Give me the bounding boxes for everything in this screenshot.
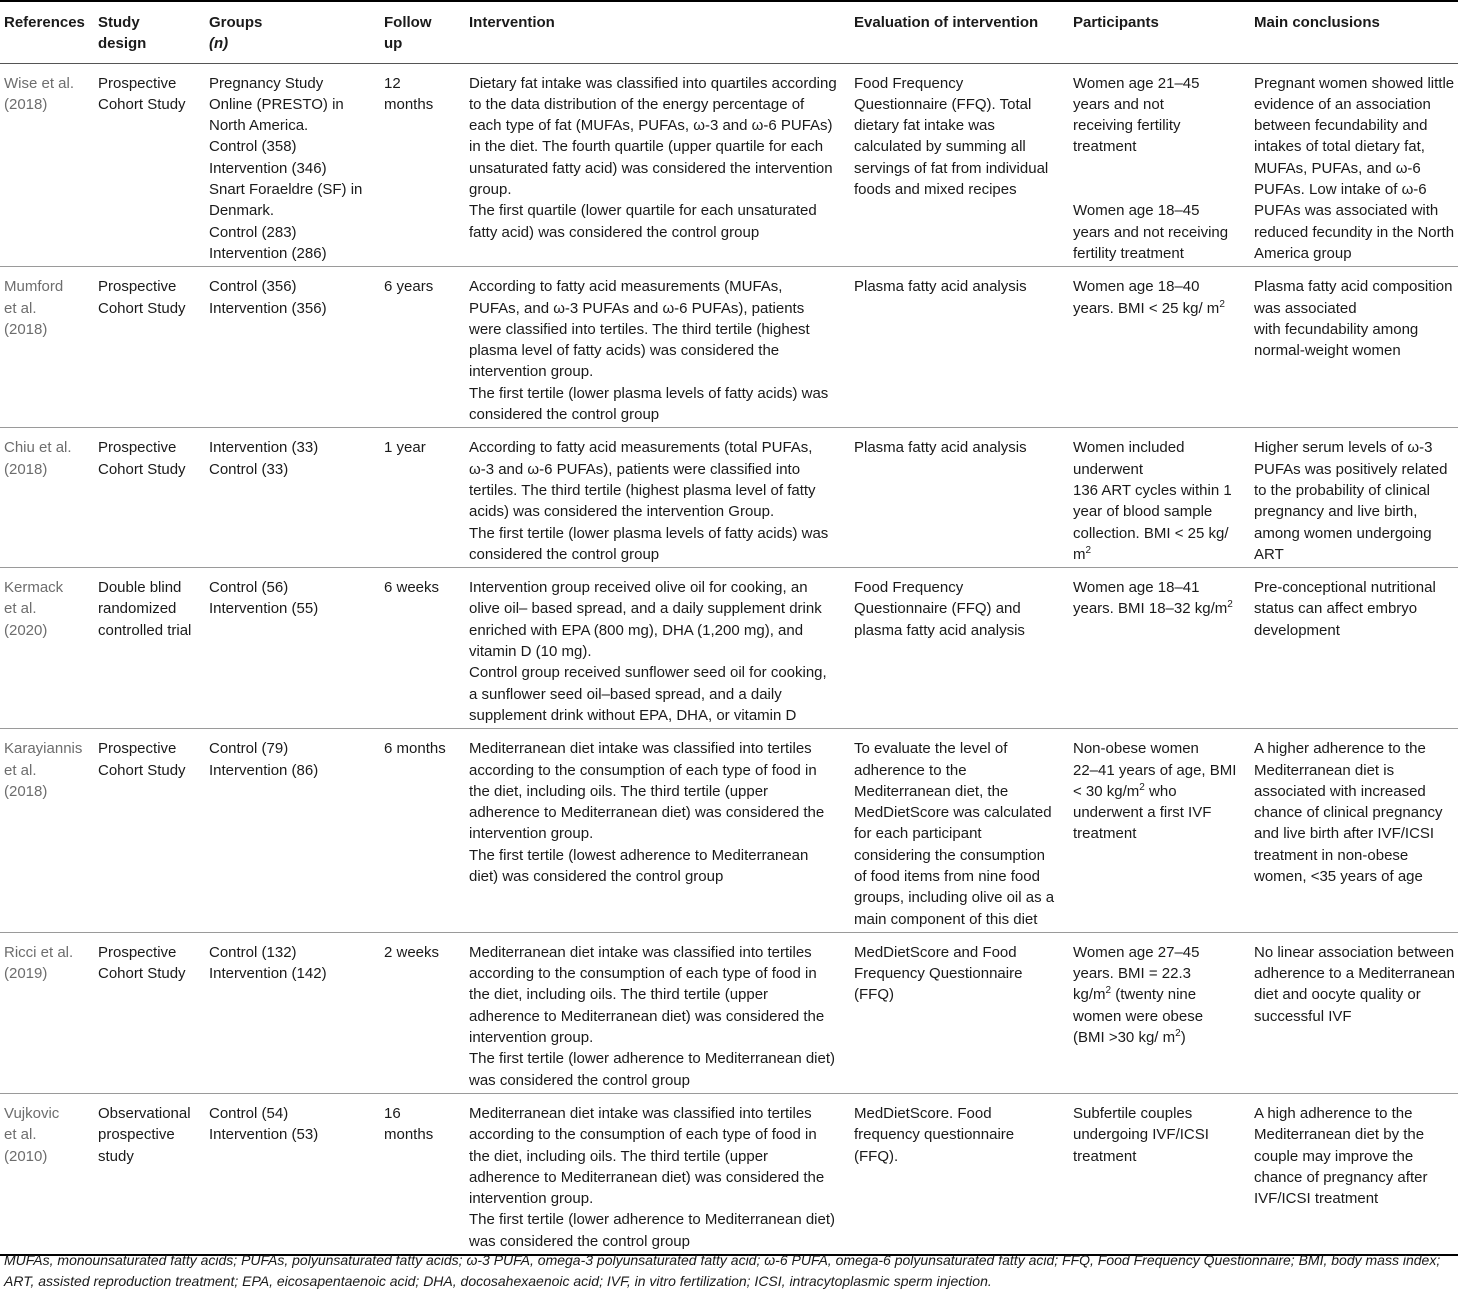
groups-cell: Control (356) Intervention (356) <box>209 267 384 428</box>
follow-up-cell: 1 year <box>384 428 469 568</box>
reference-cell: Kermack et al. (2020) <box>0 568 98 729</box>
participants-cell: Women included underwent 136 ART cycles within 1 year of blood sample collection. BMI < 25 kg/ $m^2$ <box>1073 428 1254 568</box>
conclusion-cell: No linear association between adherence to a Mediterranean diet and oocyte quality or successful IVF <box>1254 932 1458 1093</box>
conclusion-cell: Pregnant women showed little evidence of an association between fecundability and intakes of total dietary fat, MUFAs, PUFAs, and ω-6 PUFAs. Low intake of ω-6 PUFAs was associated with reduced fecundity in the North America group <box>1254 63 1458 267</box>
conclusion-cell: Higher serum levels of ω-3 PUFAs was positively related to the probability of clinical pregnancy and live birth, among women undergoing ART <box>1254 428 1458 568</box>
col-header-conclusions: Main conclusions <box>1254 1 1458 63</box>
study-design-cell: Prospective Cohort Study <box>98 428 209 568</box>
intervention-cell: According to fatty acid measurements (MUFAs, PUFAs, and ω-3 PUFAs and ω-6 PUFAs), patients were classified into tertiles. The third tertile (highest plasma level of fatty acids) was considered the intervention group. The first tertile (lower plasma levels of fatty acids) was considered the control group <box>469 267 854 428</box>
col-header-study-design: Study design <box>98 1 209 63</box>
intervention-cell: Mediterranean diet intake was classified into tertiles according to the consumption of each type of food in the diet, including oils. The third tertile (upper adherence to Mediterranean diet) was considered the intervention group. The first tertile (lowest adherence to Mediterranean diet) was considered the control group <box>469 729 854 933</box>
header-row <box>0 1 1458 63</box>
follow-up-cell: 12 months <box>384 63 469 267</box>
col-header-follow-up: Follow up <box>384 1 469 63</box>
groups-cell: Intervention (33) Control (33) <box>209 428 384 568</box>
study-design-cell: Prospective Cohort Study <box>98 932 209 1093</box>
table-row <box>0 729 1458 933</box>
table-row <box>0 63 1458 267</box>
groups-cell: Pregnancy Study Online (PRESTO) in North America. Control (358) Intervention (346) Snart Foraeldre (SF) in Denmark. Control (283) Intervention (286) <box>209 63 384 267</box>
participants-cell: Women age 18–41 years. BMI 18–32 $kg/m^2$ <box>1073 568 1254 729</box>
groups-cell: Control (132) Intervention (142) <box>209 932 384 1093</box>
table-row <box>0 1093 1458 1255</box>
conclusion-cell: A higher adherence to the Mediterranean diet is associated with increased chance of clinical pregnancy and live birth after IVF/ICSI treatment in non-obese women, <35 years of age <box>1254 729 1458 933</box>
follow-up-cell: 6 weeks <box>384 568 469 729</box>
groups-cell: Control (79) Intervention (86) <box>209 729 384 933</box>
table-row <box>0 932 1458 1093</box>
reference-cell: Mumford et al. (2018) <box>0 267 98 428</box>
reference-cell: Vujkovic et al. (2010) <box>0 1093 98 1255</box>
evaluation-cell: Plasma fatty acid analysis <box>854 428 1073 568</box>
study-design-cell: Observational prospective study <box>98 1093 209 1255</box>
intervention-cell: According to fatty acid measurements (total PUFAs, ω-3 and ω-6 PUFAs), patients were classified into tertiles. The third tertile (highest plasma level of fatty acids) was considered the intervention Group. The first tertile (lower plasma levels of fatty acids) was considered the control group <box>469 428 854 568</box>
intervention-cell: Dietary fat intake was classified into quartiles according to the data distribution of the energy percentage of each type of fat (MUFAs, PUFAs, ω-3 and ω-6 PUFAs) in the diet. The fourth quartile (upper quartile for each unsaturated fatty acid) was considered the intervention group. The first quartile (lower quartile for each unsaturated fatty acid) was considered the control group <box>469 63 854 267</box>
intervention-cell: Mediterranean diet intake was classified into tertiles according to the consumption of each type of food in the diet, including oils. The third tertile (upper adherence to Mediterranean diet) was considered the intervention group. The first tertile (lower adherence to Mediterranean diet) was considered the control group <box>469 932 854 1093</box>
col-header-intervention: Intervention <box>469 1 854 63</box>
follow-up-cell: 6 years <box>384 267 469 428</box>
table-row <box>0 568 1458 729</box>
follow-up-cell: 16 months <box>384 1093 469 1255</box>
table-footnote: MUFAs, monounsaturated fatty acids; PUFAs, polyunsaturated fatty acids; ω-3 PUFA, omega-3 polyunsaturated fatty acid; ω-6 PUFA, omega-6 polyunsaturated fatty acid; FFQ, Food Frequency Questionnaire; BMI, body mass index; ART, assisted reproduction treatment; EPA, eicosapentaenoic acid; DHA, docosahexaenoic acid; IVF, in vitro fertilization; ICSI, intracytoplasmic sperm injection. <box>4 1252 1441 1289</box>
study-design-cell: Prospective Cohort Study <box>98 63 209 267</box>
evaluation-cell: Food Frequency Questionnaire (FFQ). Total dietary fat intake was calculated by summing all servings of fat from individual foods and mixed recipes <box>854 63 1073 267</box>
study-design-cell: Double blind randomized controlled trial <box>98 568 209 729</box>
col-header-evaluation: Evaluation of intervention <box>854 1 1073 63</box>
table-row <box>0 428 1458 568</box>
study-design-cell: Prospective Cohort Study <box>98 267 209 428</box>
evaluation-cell: To evaluate the level of adherence to the Mediterranean diet, the MedDietScore was calculated for each participant considering the consumption of food items from nine food groups, including olive oil as a main component of this diet <box>854 729 1073 933</box>
col-header-references: References <box>0 1 98 63</box>
evaluation-cell: MedDietScore. Food frequency questionnaire (FFQ). <box>854 1093 1073 1255</box>
reference-cell: Wise et al. (2018) <box>0 63 98 267</box>
participants-cell: Women age 18–40 years. BMI < 25 kg/ $m^2$ <box>1073 267 1254 428</box>
intervention-cell: Intervention group received olive oil for cooking, an olive oil– based spread, and a daily supplement drink enriched with EPA (800 mg), DHA (1,200 mg), and vitamin D (10 mg). Control group received sunflower seed oil for cooking, a sunflower seed oil–based spread, and a daily supplement drink without EPA, DHA, or vitamin D <box>469 568 854 729</box>
conclusion-cell: Plasma fatty acid composition was associated with fecundability among normal-weight women <box>1254 267 1458 428</box>
reference-cell: Ricci et al. (2019) <box>0 932 98 1093</box>
conclusion-cell: A high adherence to the Mediterranean diet by the couple may improve the chance of pregnancy after IVF/ICSI treatment <box>1254 1093 1458 1255</box>
groups-cell: Control (56) Intervention (55) <box>209 568 384 729</box>
participants-cell: Women age 21–45 years and not receiving fertility treatment Women age 18–45 years and not receiving fertility treatment <box>1073 63 1254 267</box>
groups-cell: Control (54) Intervention (53) <box>209 1093 384 1255</box>
table-row <box>0 267 1458 428</box>
conclusion-cell: Pre-conceptional nutritional status can affect embryo development <box>1254 568 1458 729</box>
participants-cell: Non-obese women 22–41 years of age, BMI < 30 $kg/m^2$ who underwent a first IVF treatment <box>1073 729 1254 933</box>
evaluation-cell: Food Frequency Questionnaire (FFQ) and plasma fatty acid analysis <box>854 568 1073 729</box>
evaluation-cell: MedDietScore and Food Frequency Questionnaire (FFQ) <box>854 932 1073 1093</box>
col-header-groups: Groups (n) <box>209 1 384 63</box>
evaluation-cell: Plasma fatty acid analysis <box>854 267 1073 428</box>
study-design-cell: Prospective Cohort Study <box>98 729 209 933</box>
participants-cell: Subfertile couples undergoing IVF/ICSI treatment <box>1073 1093 1254 1255</box>
reference-cell: Chiu et al. (2018) <box>0 428 98 568</box>
reference-cell: Karayiannis et al. (2018) <box>0 729 98 933</box>
intervention-cell: Mediterranean diet intake was classified into tertiles according to the consumption of each type of food in the diet, including oils. The third tertile (upper adherence to Mediterranean diet) was considered the intervention group. The first tertile (lower adherence to Mediterranean diet) was considered the control group <box>469 1093 854 1255</box>
col-header-participants: Participants <box>1073 1 1254 63</box>
follow-up-cell: 2 weeks <box>384 932 469 1093</box>
participants-cell: Women age 27–45 years. BMI = 22.3 $kg/m^2$ (twenty nine women were obese (BMI >30 kg/ $m^2$) <box>1073 932 1254 1093</box>
follow-up-cell: 6 months <box>384 729 469 933</box>
